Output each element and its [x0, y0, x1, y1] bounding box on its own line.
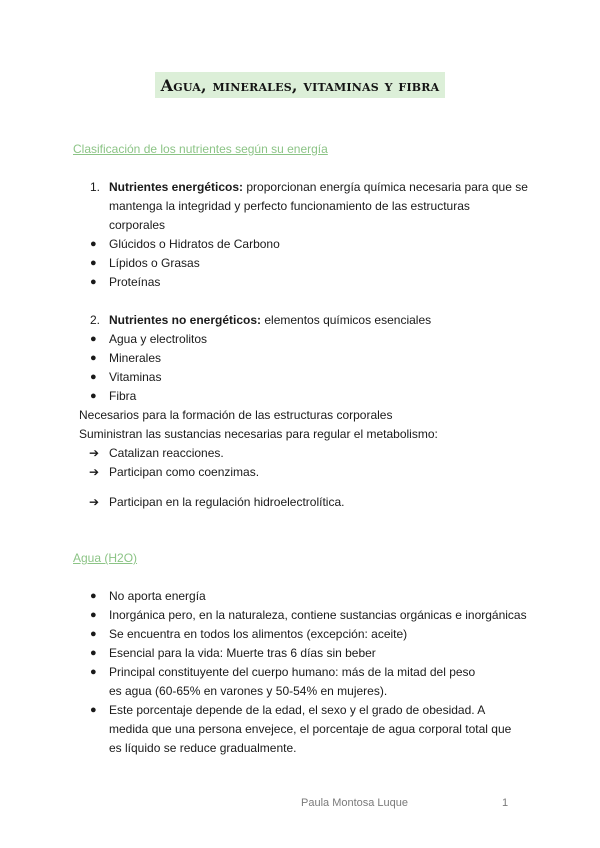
bullet-icon: ●	[90, 238, 97, 250]
note-formacion: Necesarios para la formación de las estructuras corporales	[79, 408, 393, 422]
item2-line1	[109, 311, 431, 330]
list-item: Inorgánica pero, en la naturaleza, contiene sustancias orgánicas e inorgánicas	[109, 608, 527, 622]
footer-page-number: 1	[502, 797, 509, 809]
list-item: Esencial para la vida: Muerte tras 6 días sin beber	[109, 646, 376, 660]
item1-line2: mantenga la integridad y perfecto funcionamiento de las estructuras	[109, 199, 470, 213]
list-item: Se encuentra en todos los alimentos (excepción: aceite)	[109, 627, 408, 641]
bullet-icon: ●	[90, 704, 97, 716]
list-item-line: medida que una persona envejece, el porcentaje de agua corporal total que	[109, 722, 512, 736]
list-number-1: 1.	[90, 180, 101, 194]
list-number-2: 2.	[90, 313, 101, 327]
arrow-icon: ➔	[89, 495, 100, 509]
list-item-line: es líquido se reduce gradualmente.	[109, 741, 297, 755]
bullet-icon: ●	[90, 371, 97, 383]
title-container	[0, 72, 600, 98]
bullet-icon: ●	[90, 333, 97, 345]
bullet-icon: ●	[90, 647, 97, 659]
bullet-icon: ●	[90, 390, 97, 402]
arrow-item: Participan en la regulación hidroelectrolítica.	[109, 495, 345, 509]
arrow-icon: ➔	[89, 465, 100, 479]
bullet-icon: ●	[90, 257, 97, 269]
note-metabolismo: Suministran las sustancias necesarias para regular el metabolismo:	[79, 427, 438, 441]
bullet-icon: ●	[90, 628, 97, 640]
list-item: Minerales	[109, 351, 162, 365]
bullet-icon: ●	[90, 590, 97, 602]
list-item: Glúcidos o Hidratos de Carbono	[109, 237, 280, 251]
item1-bold-label: Nutrientes energéticos:	[109, 180, 244, 194]
arrow-item: Participan como coenzimas.	[109, 465, 260, 479]
item1-line1	[109, 178, 528, 197]
arrow-item: Catalizan reacciones.	[109, 446, 224, 460]
bullet-icon: ●	[90, 666, 97, 678]
list-item: Proteínas	[109, 275, 161, 289]
section-heading-clasificacion: Clasificación de los nutrientes según su energía	[73, 142, 328, 156]
list-item-line: Este porcentaje depende de la edad, el sexo y el grado de obesidad. A	[109, 703, 486, 717]
bullet-icon: ●	[90, 352, 97, 364]
item1-text-1: proporcionan energía química necesaria para que se	[243, 180, 528, 194]
list-item: Agua y electrolitos	[109, 332, 208, 346]
arrow-icon: ➔	[89, 446, 100, 460]
list-item-line: es agua (60-65% en varones y 50-54% en mujeres).	[109, 684, 388, 698]
item2-bold-label: Nutrientes no energéticos:	[109, 313, 262, 327]
list-item-line: Principal constituyente del cuerpo humano: más de la mitad del peso	[109, 665, 476, 679]
list-item: Lípidos o Grasas	[109, 256, 200, 270]
bullet-icon: ●	[90, 276, 97, 288]
list-item: Vitaminas	[109, 370, 162, 384]
section-heading-agua: Agua (H2O)	[73, 551, 138, 565]
footer-author: Paula Montosa Luque	[301, 797, 409, 809]
list-item: No aporta energía	[109, 589, 206, 603]
page-title: Agua, minerales, vitaminas y fibra	[155, 72, 446, 98]
list-item: Fibra	[109, 389, 137, 403]
item1-line3: corporales	[109, 218, 166, 232]
bullet-icon: ●	[90, 609, 97, 621]
item2-text: elementos químicos esenciales	[261, 313, 432, 327]
